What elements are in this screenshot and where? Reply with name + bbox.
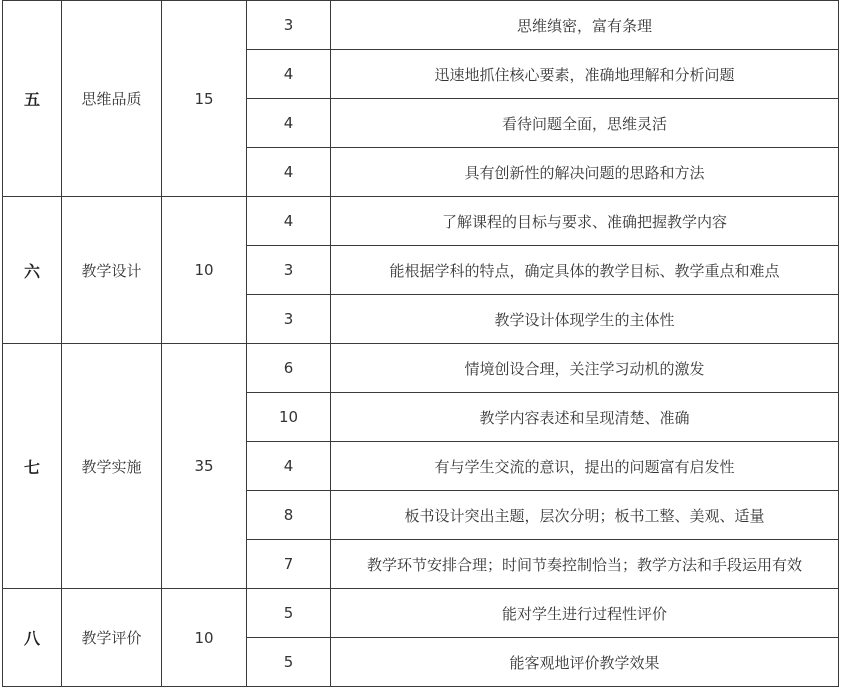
section-name: 教学评价 xyxy=(62,589,162,687)
item-description: 教学内容表述和呈现清楚、准确 xyxy=(331,393,839,442)
section-name: 教学实施 xyxy=(62,344,162,589)
table-row xyxy=(3,589,839,638)
section-total-score: 10 xyxy=(162,589,247,687)
item-description: 教学环节安排合理；时间节奏控制恰当；教学方法和手段运用有效 xyxy=(331,540,839,589)
item-description: 教学设计体现学生的主体性 xyxy=(331,295,839,344)
item-score: 10 xyxy=(247,393,331,442)
item-score: 3 xyxy=(247,295,331,344)
section-total-score: 15 xyxy=(162,1,247,197)
section-number: 七 xyxy=(3,344,62,589)
scoring-table xyxy=(2,0,839,687)
item-score: 3 xyxy=(247,1,331,50)
section-number: 五 xyxy=(3,1,62,197)
item-description: 能对学生进行过程性评价 xyxy=(331,589,839,638)
item-score: 7 xyxy=(247,540,331,589)
item-score: 4 xyxy=(247,442,331,491)
table-row xyxy=(3,344,839,393)
item-description: 迅速地抓住核心要素，准确地理解和分析问题 xyxy=(331,50,839,99)
item-description: 有与学生交流的意识，提出的问题富有启发性 xyxy=(331,442,839,491)
item-score: 8 xyxy=(247,491,331,540)
section-name: 教学设计 xyxy=(62,197,162,344)
section-total-score: 10 xyxy=(162,197,247,344)
item-description: 板书设计突出主题，层次分明；板书工整、美观、适量 xyxy=(331,491,839,540)
item-description: 了解课程的目标与要求、准确把握教学内容 xyxy=(331,197,839,246)
item-description: 能根据学科的特点，确定具体的教学目标、教学重点和难点 xyxy=(331,246,839,295)
section-name: 思维品质 xyxy=(62,1,162,197)
section-number: 六 xyxy=(3,197,62,344)
item-description: 看待问题全面，思维灵活 xyxy=(331,99,839,148)
item-description: 能客观地评价教学效果 xyxy=(331,638,839,687)
table-row xyxy=(3,1,839,50)
item-score: 5 xyxy=(247,589,331,638)
item-description: 具有创新性的解决问题的思路和方法 xyxy=(331,148,839,197)
item-score: 5 xyxy=(247,638,331,687)
item-description: 情境创设合理，关注学习动机的激发 xyxy=(331,344,839,393)
item-score: 6 xyxy=(247,344,331,393)
section-number: 八 xyxy=(3,589,62,687)
item-score: 3 xyxy=(247,246,331,295)
section-total-score: 35 xyxy=(162,344,247,589)
item-score: 4 xyxy=(247,99,331,148)
item-score: 4 xyxy=(247,197,331,246)
item-score: 4 xyxy=(247,148,331,197)
item-score: 4 xyxy=(247,50,331,99)
item-description: 思维缜密，富有条理 xyxy=(331,1,839,50)
table-row xyxy=(3,197,839,246)
